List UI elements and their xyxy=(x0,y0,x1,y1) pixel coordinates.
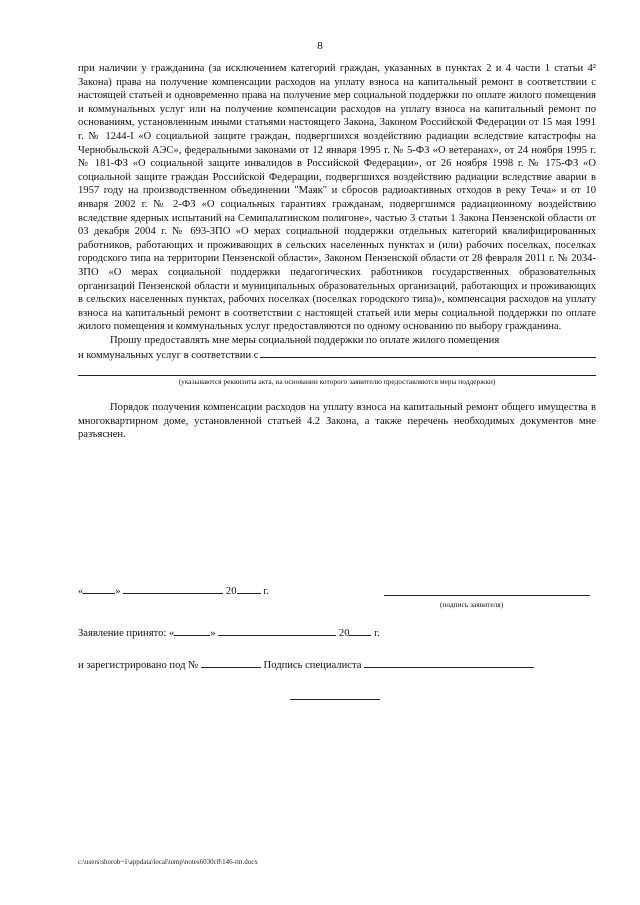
act-details-field-line2[interactable] xyxy=(78,367,596,376)
accepted-year-field[interactable] xyxy=(349,626,371,636)
paragraph-request-line1: Прошу предоставлять мне меры социальной поддержки по оплате жилого помещения xyxy=(110,334,500,346)
accepted-day-field[interactable] xyxy=(174,626,210,636)
date-year-prefix: 20 xyxy=(225,586,237,597)
act-details-field[interactable] xyxy=(260,347,596,358)
date-month-field[interactable] xyxy=(123,584,223,594)
applicant-signature-field[interactable] xyxy=(384,595,590,596)
paragraph-procedure: Порядок получения компенсации расходов на уплату взноса на капитальный ремонт общего имущества в многоквартирном доме, установленной статьей 4.2 Закона, а также перечень необходимых документов мне разъяснен. xyxy=(78,402,596,441)
accepted-close-quote: » xyxy=(210,628,216,639)
end-separator-line xyxy=(290,699,380,700)
act-details-caption: (указываются реквизиты акта, на основании которого заявителю предоставляются меры поддержки) xyxy=(178,377,496,387)
accepted-label: Заявление принято: « xyxy=(78,628,175,639)
accepted-row xyxy=(78,626,380,639)
registered-label: и зарегистрировано под № xyxy=(78,660,199,671)
registered-row xyxy=(78,658,534,671)
accepted-year-suffix: г. xyxy=(374,628,380,639)
paragraph-conditions: при наличии у гражданина (за исключением категорий граждан, указанных в пунктах 2 и 4 части 1 статьи 4² Закона) права на получение компенсации расходов на уплату взноса на капитальный ремонт в соответствии с настоящей статьей и одновременно права на получение мер социальной поддержки по оплате жилого помещения и коммунальных услуг или на получение компенсации расходов на уплату взноса на капитальный ремонт по основаниям, установленным иными статьями настоящего Закона, Законом Российской Федерации от 15 мая 1991 г. № 1244-I «О социальной защите граждан, подвергшихся воздействию радиации вследствие катастрофы на Чернобыльской АЭС», федеральными законами от 12 января 1995 г. № 5-ФЗ «О ветеранах», от 24 ноября 1995 г. № 181-ФЗ «О социальной защите инвалидов в Российской Федерации», от 26 ноября 1998 г. № 175-ФЗ «О социальной защите граждан Российской Федерации, подвергшихся воздействию радиации вследствие аварии в 1957 году на производственном объединении "Маяк" и сбросов радиоактивных отходов в реку Теча» и от 10 января 2002 г. № 2-ФЗ «О социальных гарантиях гражданам, подвергшимся радиационному воздействию вследствие ядерных испытаний на Семипалатинском полигоне», частью 3 статьи 1 Закона Пензенской области от 03 декабря 2004 г. № 693-ЗПО «О мерах социальной поддержки отдельных категорий квалифицированных работников, работающих и проживающих в сельских населенных пунктах и (или) рабочих поселках, поселках городского типа на территории Пензенской области», Законом Пензенской области от 28 февраля 2011 г. № 2034-ЗПО «О мерах социальной поддержки педагогических работников государственных образовательных организаций Пензенской области и муниципальных образовательных организаций, работающих и проживающих в сельских населенных пунктах, рабочих поселках (поселках городского типа)», компенсация расходов на уплату взноса на капитальный ремонт в соответствии с настоящей статьей или меры социальной поддержки по оплате жилого помещения и коммунальных услуг предоставляются по одному основанию по выбору гражданина. xyxy=(78,63,596,333)
date-close-quote: » xyxy=(115,586,121,597)
date-day-field[interactable] xyxy=(83,584,115,594)
date-open-quote: « xyxy=(78,586,84,597)
specialist-signature-field[interactable] xyxy=(364,658,534,668)
date-row xyxy=(78,584,269,597)
accepted-year-prefix: 20 xyxy=(338,628,350,639)
footer-file-path: c:\users\shorob~1\appdata\local\temp\notes6030c8\146-пп.docx xyxy=(78,858,258,866)
accepted-month-field[interactable] xyxy=(218,626,336,636)
date-year-suffix: г. xyxy=(263,586,269,597)
request-line2 xyxy=(78,347,596,363)
request-line2-text: и коммунальных услуг в соответствии с xyxy=(78,350,259,362)
document-body xyxy=(78,62,596,442)
page-number: 8 xyxy=(317,40,323,52)
specialist-signature-label: Подпись специалиста xyxy=(263,660,362,671)
date-year-field[interactable] xyxy=(237,584,261,594)
registration-number-field[interactable] xyxy=(201,658,261,668)
applicant-signature-caption: (подпись заявителя) xyxy=(440,600,504,609)
